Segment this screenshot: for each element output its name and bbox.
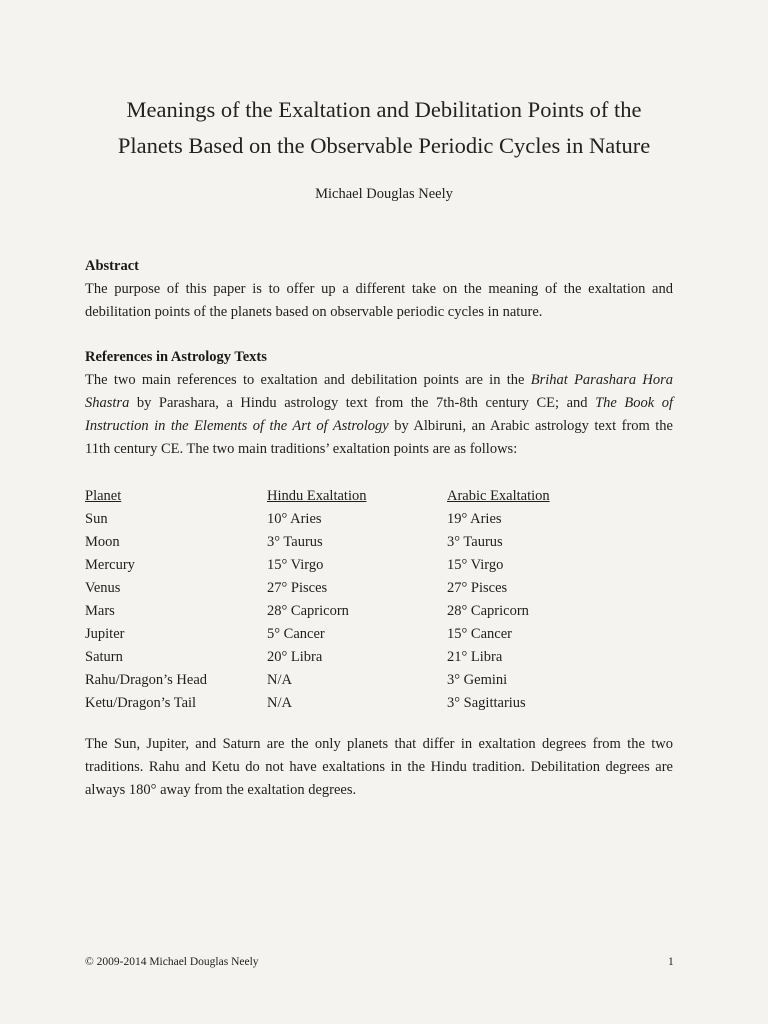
table-row (85, 554, 605, 577)
table-row (85, 577, 605, 600)
page-number: 1 (668, 956, 674, 968)
planet-cell: Venus (85, 580, 121, 596)
column-header-planet: Planet (85, 488, 122, 504)
arabic-cell: 3° Sagittarius (447, 695, 526, 711)
closing-line-1: The Sun, Jupiter, and Saturn are the only planets that differ in exaltation degrees from the two (85, 736, 673, 752)
planet-cell: Sun (85, 511, 108, 527)
copyright-footer: © 2009-2014 Michael Douglas Neely (85, 956, 259, 968)
planet-cell: Rahu/Dragon’s Head (85, 672, 208, 688)
references-line-3 (85, 415, 673, 438)
arabic-cell: 28° Capricorn (447, 603, 529, 619)
planet-cell: Saturn (85, 649, 123, 665)
references-line-1 (85, 369, 673, 392)
table-row (85, 623, 605, 646)
shastra-title: Shastra (85, 395, 130, 411)
table-row (85, 600, 605, 623)
arabic-cell: 15° Virgo (447, 557, 504, 573)
arabic-cell: 21° Libra (447, 649, 503, 665)
column-header-hindu: Hindu Exaltation (267, 488, 367, 504)
planet-cell: Ketu/Dragon’s Tail (85, 695, 197, 711)
hindu-cell: 20° Libra (267, 649, 323, 665)
hindu-cell: 10° Aries (267, 511, 322, 527)
table-row (85, 692, 605, 715)
table-row (85, 669, 605, 692)
hindu-cell: 5° Cancer (267, 626, 325, 642)
closing-paragraph (85, 733, 673, 802)
title-line-2: Planets Based on the Observable Periodic Cycles in Nature (117, 133, 651, 158)
arabic-cell: 27° Pisces (447, 580, 508, 596)
references-line-3-text: by Albiruni, an Arabic astrology text from the (388, 418, 673, 434)
hindu-cell: N/A (267, 695, 292, 711)
table-row (85, 508, 605, 531)
closing-line-2: traditions. Rahu and Ketu do not have exaltations in the Hindu tradition. Debilitation degrees are (85, 759, 673, 775)
table-row (85, 531, 605, 554)
references-paragraph (85, 369, 673, 461)
abstract-paragraph (85, 278, 673, 324)
hindu-cell: 28° Capricorn (267, 603, 349, 619)
planet-cell: Moon (85, 534, 120, 550)
abstract-line-2: debilitation points of the planets based on observable periodic cycles in nature. (85, 304, 543, 320)
table-row (85, 646, 605, 669)
book-title-start: The Book of (595, 395, 673, 411)
closing-line-3: always 180° away from the exaltation degrees. (85, 782, 357, 798)
column-header-arabic: Arabic Exaltation (447, 488, 550, 504)
planet-cell: Jupiter (85, 626, 125, 642)
references-heading: References in Astrology Texts (85, 349, 267, 365)
planet-cell: Mars (85, 603, 115, 619)
hindu-cell: 15° Virgo (267, 557, 324, 573)
arabic-cell: 3° Taurus (447, 534, 503, 550)
hindu-cell: 27° Pisces (267, 580, 328, 596)
references-line-2 (85, 392, 673, 415)
arabic-cell: 19° Aries (447, 511, 502, 527)
table-header-row (85, 485, 605, 508)
title-line-1: Meanings of the Exaltation and Debilitation Points of the (126, 97, 642, 122)
hindu-cell: 3° Taurus (267, 534, 323, 550)
book-title-end: Instruction in the Elements of the Art of Astrology (85, 418, 389, 434)
arabic-cell: 15° Cancer (447, 626, 512, 642)
references-line-4: 11th century CE. The two main traditions’ exaltation points are as follows: (85, 441, 518, 457)
abstract-heading: Abstract (85, 258, 139, 274)
brihat-title: Brihat Parashara Hora (530, 372, 673, 388)
planet-cell: Mercury (85, 557, 135, 573)
page-title (60, 92, 708, 164)
arabic-cell: 3° Gemini (447, 672, 508, 688)
author-name: Michael Douglas Neely (315, 186, 453, 202)
hindu-cell: N/A (267, 672, 292, 688)
exaltation-table (85, 485, 605, 715)
references-line-1-text: The two main references to exaltation and debilitation points are in the (85, 372, 531, 388)
references-line-2-text: by Parashara, a Hindu astrology text from the 7th-8th century CE; and (129, 395, 596, 411)
abstract-line-1: The purpose of this paper is to offer up a different take on the meaning of the exaltation and (85, 281, 673, 297)
